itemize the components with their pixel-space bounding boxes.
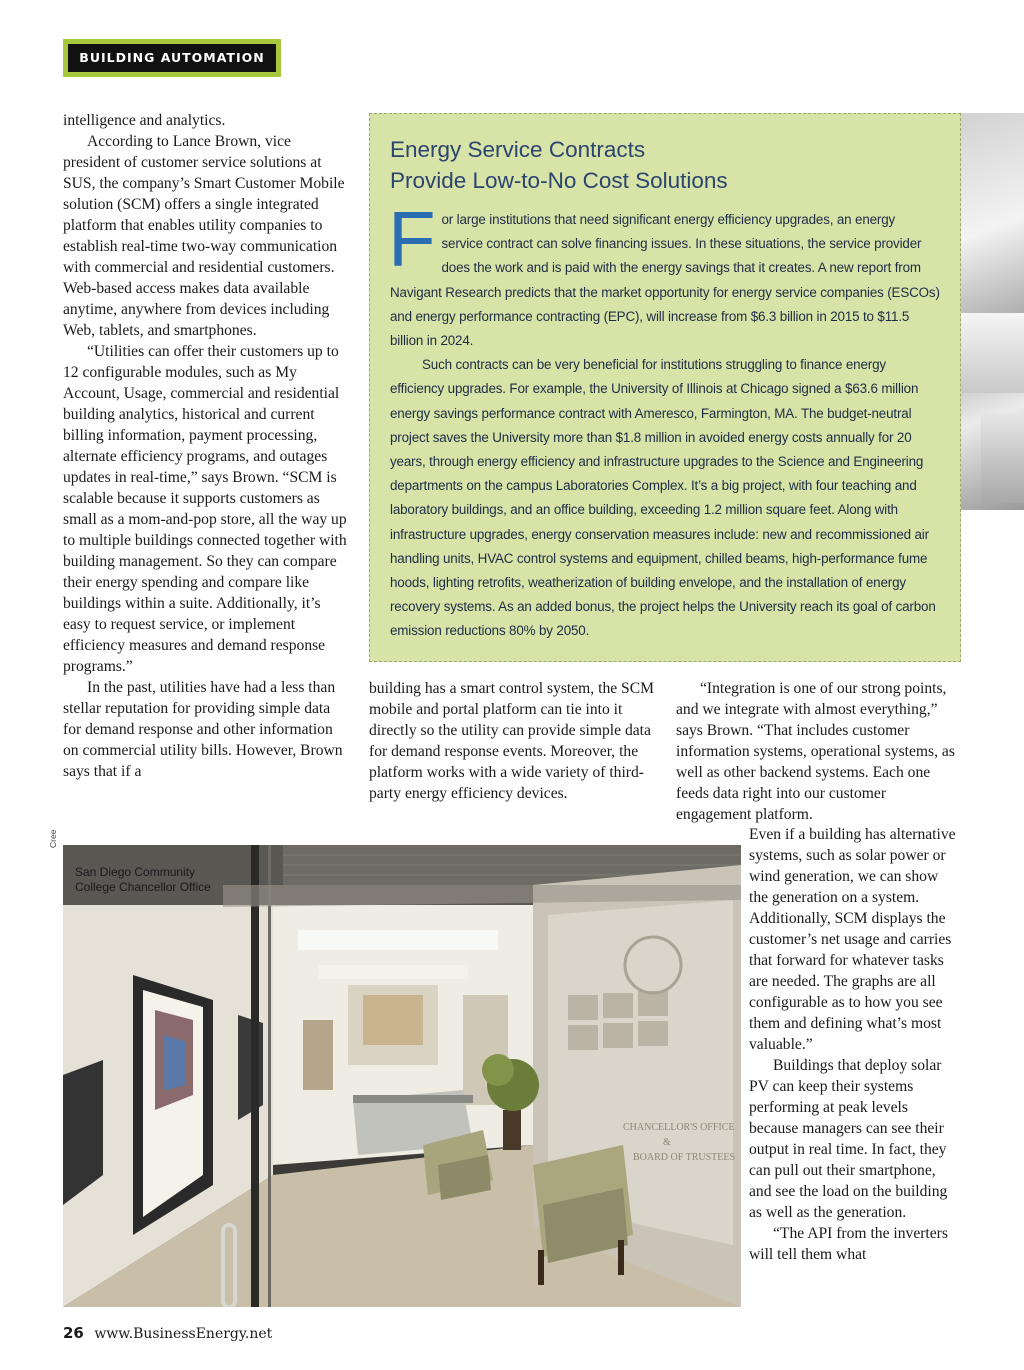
- decorative-slab: [961, 313, 1024, 393]
- door-text-3: BOARD OF TRUSTEES: [633, 1152, 736, 1163]
- sidebar-body: [388, 195, 940, 644]
- paragraph: Buildings that deploy solar PV can keep their systems performing at peak levels because managers can see their output in real time. In fact, they can pull out their smartphone, and see the load on the building as well as the generation.: [749, 1057, 948, 1221]
- paragraph: “The API from the inverters will tell them what: [749, 1225, 948, 1263]
- office-interior-illustration: [63, 845, 741, 1307]
- section-tag: [63, 39, 281, 77]
- decorative-product-image: [961, 113, 1024, 510]
- section-tag-label: BUILDING AUTOMATION: [68, 44, 276, 72]
- paragraph: Even if a building has alternative systems, such as solar power or wind generation, we can show the generation on a system. Additionally, SCM displays the customer’s net usage and carries that forward for whatever tasks are needed. The graphs are all configurable as to how you see them and defining what’s most valuable.”: [749, 826, 956, 1053]
- door-text-2: &: [663, 1137, 671, 1148]
- sidebar-title: [390, 134, 940, 196]
- photo-caption-line-1: San Diego Community: [75, 865, 196, 879]
- footer-url: www.BusinessEnergy.net: [94, 1326, 273, 1342]
- page-footer: [63, 1324, 272, 1342]
- paragraph: In the past, utilities have had a less than stellar reputation for providing simple data for demand response and other information on commercial utility bills. However, Brown says that if a: [63, 679, 343, 780]
- article-column-4: [749, 824, 961, 1265]
- sidebar-paragraph-1: [388, 195, 940, 353]
- paragraph: intelligence and analytics.: [63, 112, 226, 129]
- photo-credit: Cree: [48, 829, 58, 848]
- paragraph: “Utilities can offer their customers up to 12 configurable modules, such as My Account, Usage, commercial and residential building analytics, historical and current billing information, payment processing, alternate efficiency programs, and outages updates in real-time,” says Brown. “SCM is scalable because it supports customers as small as a mom-and-pop store, all the way up to multiple buildings connected together with building management. So they can compare their energy spending and compare like buildings within a suite. Additionally, it’s easy to request service, or implement efficiency measures and demand response programs.”: [63, 343, 347, 675]
- page-number: 26: [63, 1324, 84, 1342]
- sidebar-paragraph-2: Such contracts can be very beneficial for institutions struggling to finance energy efficiency upgrades. For example, the University of Illinois at Chicago signed a $63.6 million energy savings performance contract with Ameresco, Farmington, MA. The budget-neutral project saves the University more than $1.8 million in avoided energy costs annually for 20 years, through energy efficiency and infrastructure upgrades to the Science and Engineering departments on the campus Laboratories Complex. It’s a big project, with four teaching and laboratory buildings, and an office building, exceeding 1.2 million square feet. Along with infrastructure upgrades, energy conservation measures include: new and recommissioned air handling units, HVAC control systems and equipment, chilled beams, high-performance fume hoods, lighting retrofits, weatherization of building envelope, and the installation of energy recovery systems. As an added bonus, the project helps the University reach its goal of carbon emission reductions 80% by 2050.: [390, 357, 936, 639]
- sidebar-title-line-2: Provide Low-to-No Cost Solutions: [390, 168, 728, 193]
- paragraph: building has a smart control system, the SCM mobile and portal platform can tie into it directly so the utility can provide simple data for demand response events. Moreover, the platform works with a wide variety of third-party energy efficiency devices.: [369, 680, 654, 802]
- article-column-3: [676, 678, 961, 825]
- paragraph: According to Lance Brown, vice president of customer service solutions at SUS, the company’s Smart Customer Mobile solution (SCM) offers a single integrated platform that enables utility companies to establish real-time two-way communication with commercial and residential customers. Web-based access makes data available anytime, anywhere from devices including Web, tablets, and smartphones.: [63, 133, 345, 339]
- photo-caption: [75, 865, 211, 895]
- drop-cap: F: [388, 195, 436, 283]
- sidebar-box: [369, 113, 961, 662]
- office-photo: [63, 845, 741, 1307]
- decorative-slab: [981, 413, 1024, 503]
- photo-caption-line-2: College Chancellor Office: [75, 880, 211, 894]
- sidebar-title-line-1: Energy Service Contracts: [390, 137, 646, 162]
- article-column-2: [369, 678, 659, 804]
- sidebar-paragraph-1-text: or large institutions that need significant energy efficiency upgrades, an energy service contract can solve financing issues. In these situations, the service provider does the work and is paid with the energy savings that it creates. A new report from Navigant Research predicts that the market opportunity for energy service companies (ESCOs) and energy performance contracting (EPC), will increase from $6.3 billion in 2015 to $11.5 billion in 2024.: [390, 212, 940, 349]
- door-text-1: CHANCELLOR'S OFFICE: [623, 1122, 735, 1133]
- article-column-1: [63, 110, 348, 782]
- paragraph: “Integration is one of our strong points, and we integrate with almost everything,” says Brown. “That includes customer information systems, operational systems, as well as other backend systems. Each one feeds data right into our customer engagement platform.: [676, 680, 955, 823]
